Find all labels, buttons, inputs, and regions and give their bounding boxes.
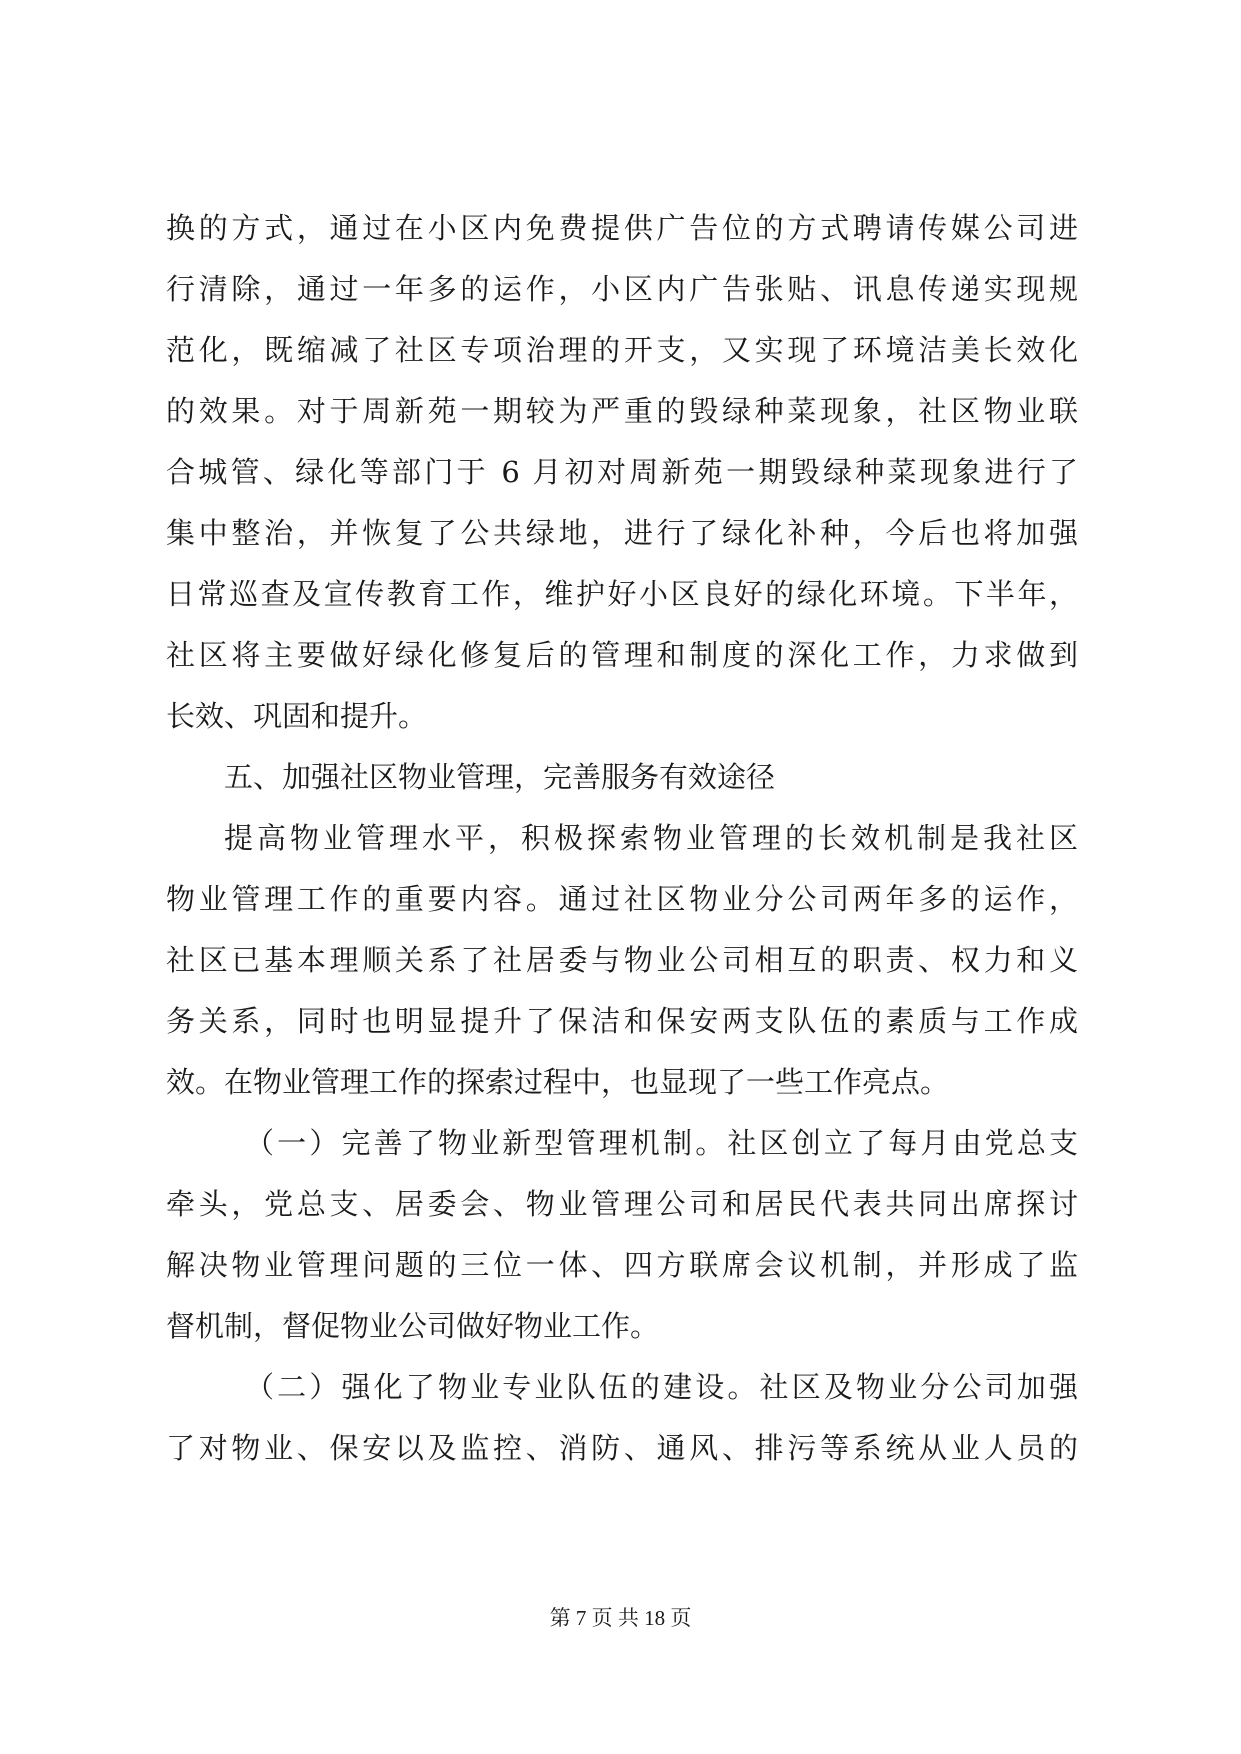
text-line: 务关系，同时也明显提升了保洁和保安两支队伍的素质与工作成 bbox=[166, 1004, 1078, 1038]
text-line: 牵头，党总支、居委会、物业管理公司和居民代表共同出席探讨 bbox=[166, 1187, 1078, 1221]
text-line: 社区将主要做好绿化修复后的管理和制度的深化工作，力求做到 bbox=[166, 638, 1078, 672]
text-line: 提高物业管理水平，积极探索物业管理的长效机制是我社区 bbox=[224, 821, 1078, 855]
text-line: 范化，既缩减了社区专项治理的开支，又实现了环境洁美长效化 bbox=[166, 333, 1078, 367]
text-line: （二）强化了物业专业队伍的建设。社区及物业分公司加强 bbox=[245, 1370, 1078, 1404]
text-line: 换的方式，通过在小区内免费提供广告位的方式聘请传媒公司进 bbox=[166, 211, 1078, 245]
section-heading: 五、加强社区物业管理，完善服务有效途径 bbox=[224, 760, 776, 794]
page-number-footer: 第 7 页 共 18 页 bbox=[549, 1606, 692, 1630]
text-line: 长效、巩固和提升。 bbox=[166, 699, 428, 733]
text-line: 日常巡查及宣传教育工作，维护好小区良好的绿化环境。下半年， bbox=[166, 577, 1078, 611]
text-line: 了对物业、保安以及监控、消防、通风、排污等系统从业人员的 bbox=[166, 1431, 1078, 1465]
body-text bbox=[166, 198, 1078, 1479]
text-line: 合城管、绿化等部门于 6 月初对周新苑一期毁绿种菜现象进行了 bbox=[166, 455, 1078, 489]
text-line: 物业管理工作的重要内容。通过社区物业分公司两年多的运作， bbox=[166, 882, 1078, 916]
text-line: （一）完善了物业新型管理机制。社区创立了每月由党总支 bbox=[245, 1126, 1078, 1160]
text-line: 行清除，通过一年多的运作，小区内广告张贴、讯息传递实现规 bbox=[166, 272, 1078, 306]
text-line: 集中整治，并恢复了公共绿地，进行了绿化补种，今后也将加强 bbox=[166, 516, 1078, 550]
text-line: 督机制，督促物业公司做好物业工作。 bbox=[166, 1309, 660, 1343]
text-line: 社区已基本理顺关系了社居委与物业公司相互的职责、权力和义 bbox=[166, 943, 1078, 977]
text-line: 效。在物业管理工作的探索过程中，也显现了一些工作亮点。 bbox=[166, 1065, 950, 1099]
text-line: 的效果。对于周新苑一期较为严重的毁绿种菜现象，社区物业联 bbox=[166, 394, 1078, 428]
text-line: 解决物业管理问题的三位一体、四方联席会议机制，并形成了监 bbox=[166, 1248, 1078, 1282]
